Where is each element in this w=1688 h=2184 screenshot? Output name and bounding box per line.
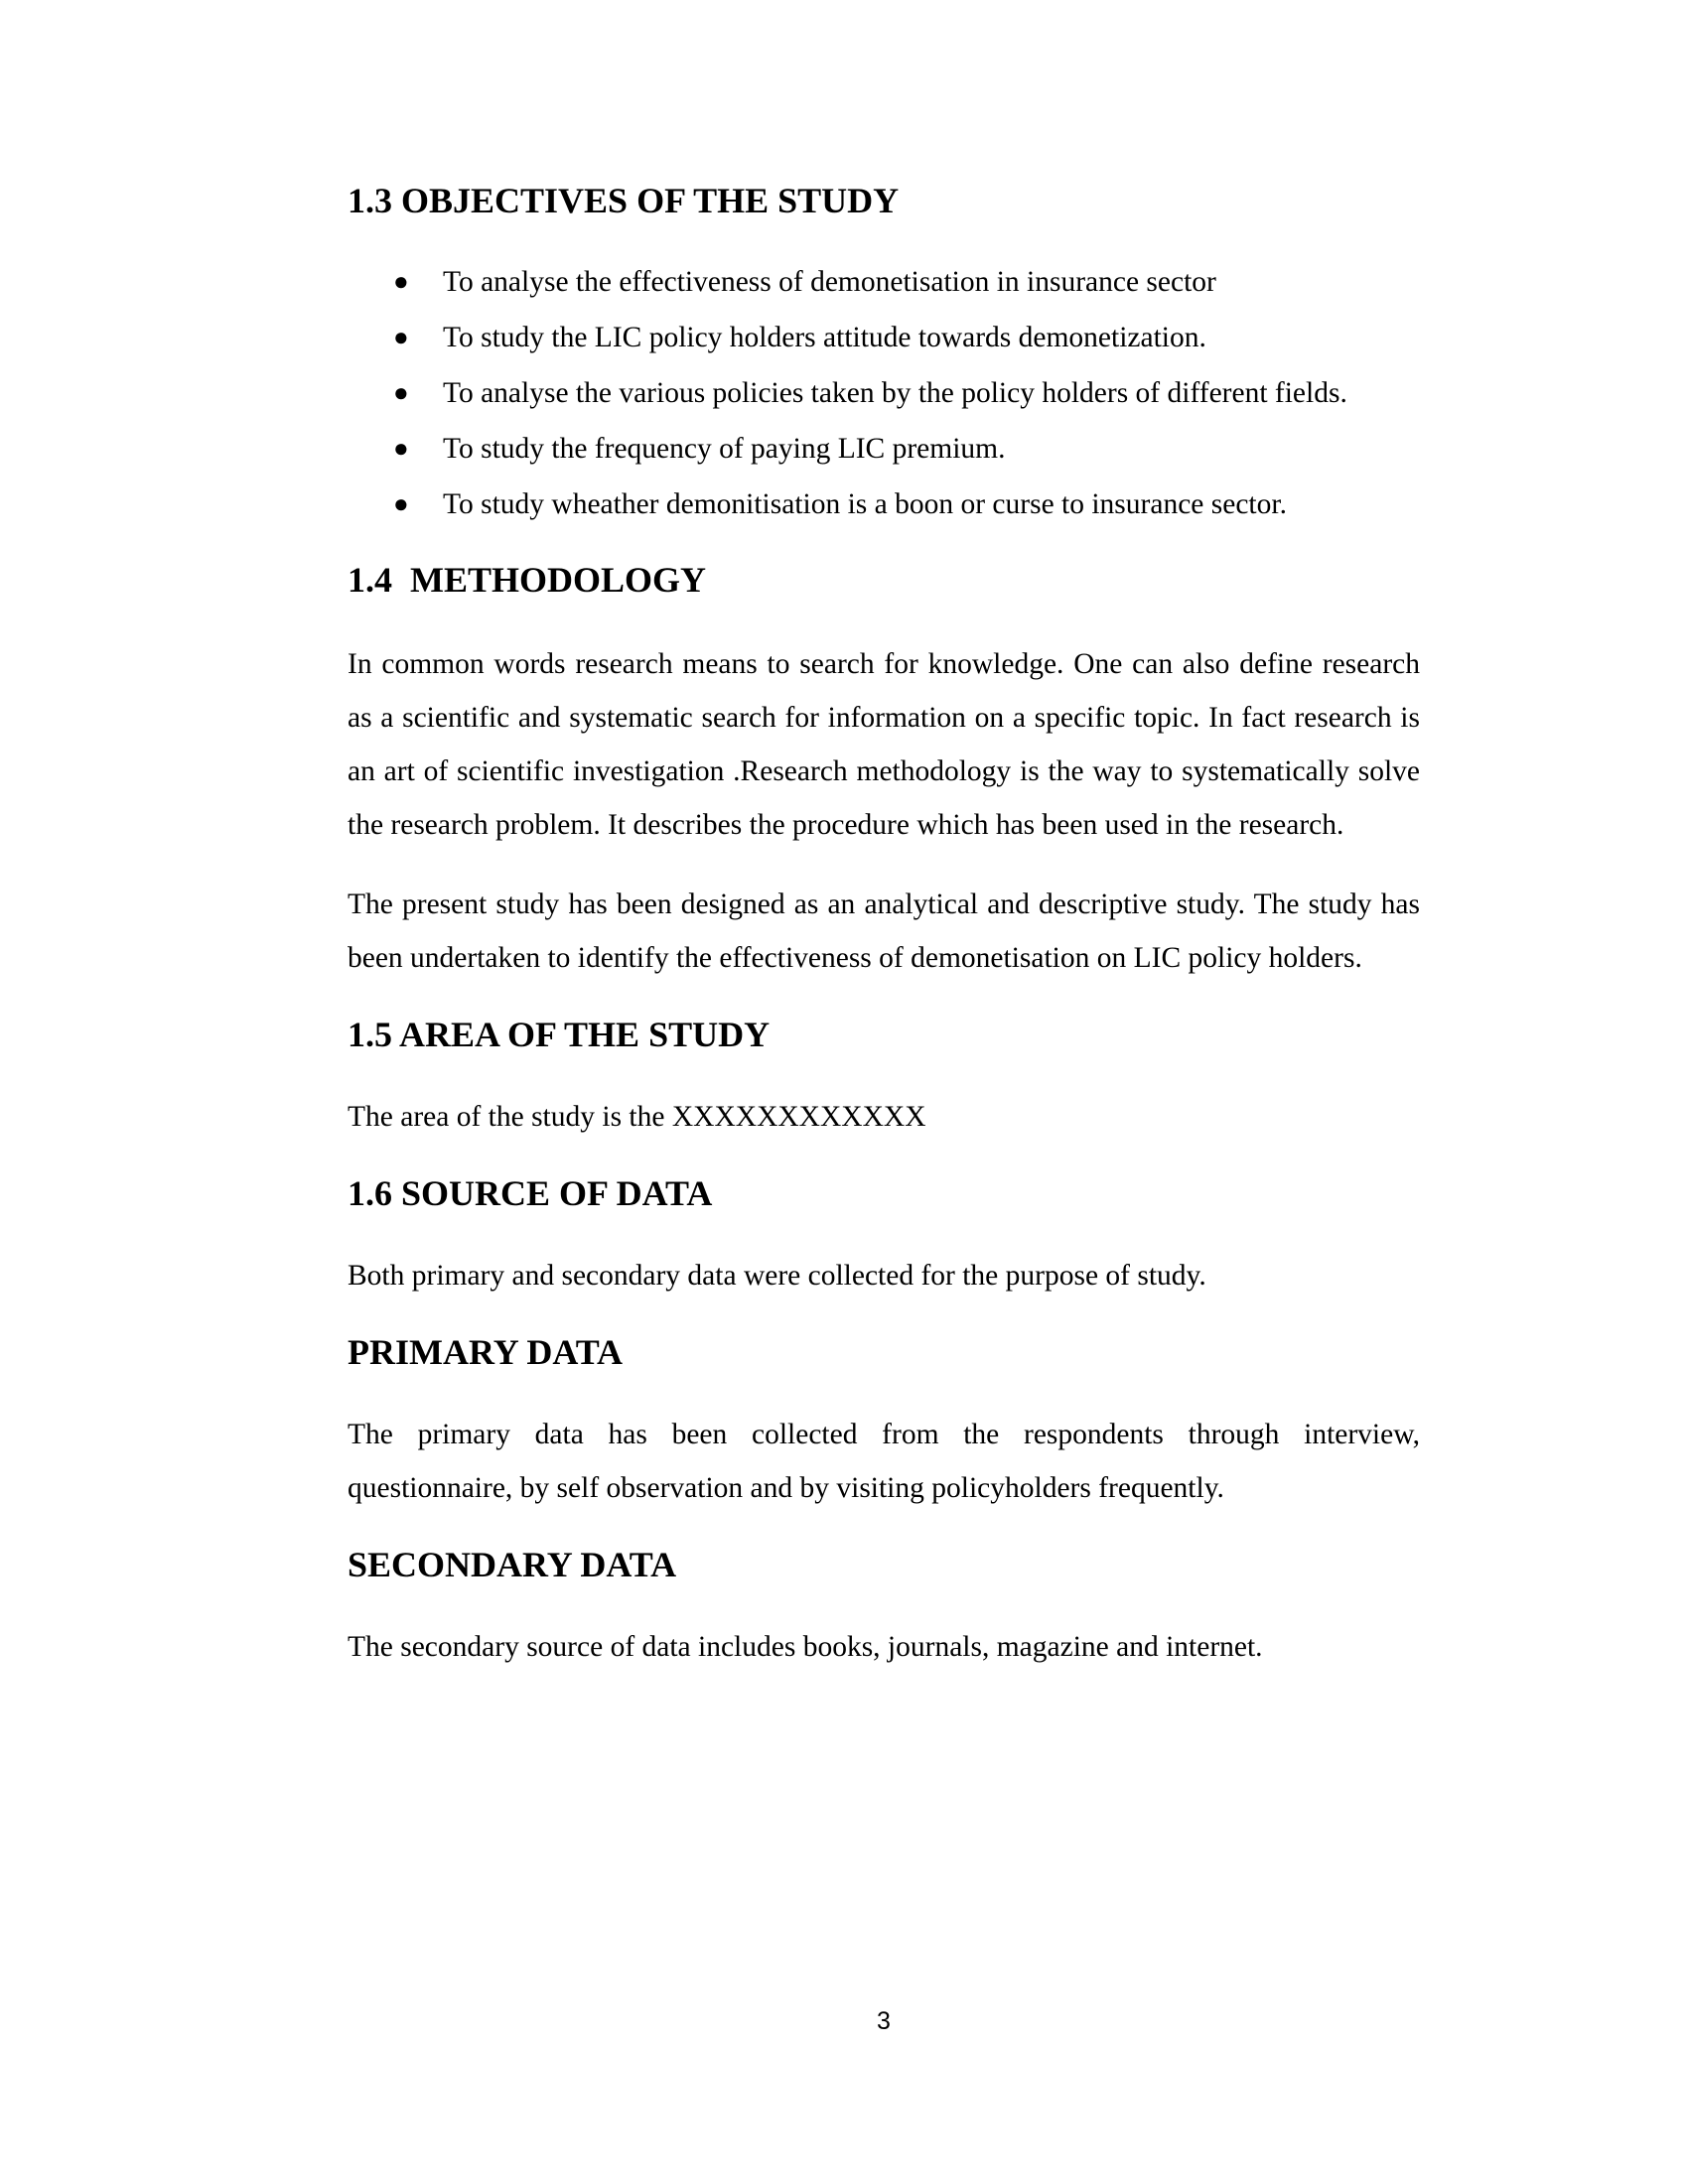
list-item <box>348 477 1420 532</box>
heading-source-of-data: 1.6 SOURCE OF DATA <box>348 1173 713 1213</box>
list-item <box>348 421 1420 477</box>
heading-area-of-study: 1.5 AREA OF THE STUDY <box>348 1015 771 1054</box>
primary-data-text: The primary data has been collected from the respondents through interview, questionnaire, by self observation and by visiting policyholders frequently. <box>348 1419 1420 1504</box>
list-item <box>348 310 1420 365</box>
page-number: 3 <box>877 2007 891 2035</box>
bullet-icon: ● <box>393 267 409 296</box>
list-item <box>348 254 1420 310</box>
list-item-text: To analyse the various policies taken by the policy holders of different fields. <box>443 377 1347 409</box>
secondary-data-text: The secondary source of data includes books, journals, magazine and internet. <box>348 1631 1263 1663</box>
heading-methodology: 1.4 METHODOLOGY <box>348 560 707 600</box>
list-item-text: To analyse the effectiveness of demonetisation in insurance sector <box>443 266 1216 298</box>
bullet-icon: ● <box>393 323 409 351</box>
source-of-data-text: Both primary and secondary data were collected for the purpose of study. <box>348 1260 1206 1292</box>
area-of-study-text: The area of the study is the XXXXXXXXXXXX <box>348 1101 926 1133</box>
heading-primary-data: PRIMARY DATA <box>348 1332 624 1372</box>
objectives-list <box>348 254 1420 532</box>
methodology-paragraph-1: In common words research means to search for knowledge. One can also define research as a scientific and systematic search for information on a specific topic. In fact research is an art of scientific investigation .Research methodology is the way to systematically solve the research problem. It describes the procedure which has been used in the research. <box>348 648 1420 841</box>
heading-secondary-data: SECONDARY DATA <box>348 1545 677 1584</box>
list-item <box>348 365 1420 421</box>
heading-objectives: 1.3 OBJECTIVES OF THE STUDY <box>348 181 900 220</box>
list-item-text: To study the LIC policy holders attitude towards demonetization. <box>443 322 1206 353</box>
bullet-icon: ● <box>393 489 409 518</box>
page-content <box>348 179 1420 1674</box>
bullet-icon: ● <box>393 434 409 463</box>
methodology-paragraph-2: The present study has been designed as an analytical and descriptive study. The study has been undertaken to identify the effectiveness of demonetisation on LIC policy holders. <box>348 888 1420 974</box>
bullet-icon: ● <box>393 378 409 407</box>
list-item-text: To study the frequency of paying LIC premium. <box>443 433 1006 465</box>
list-item-text: To study wheather demonitisation is a boon or curse to insurance sector. <box>443 488 1287 520</box>
